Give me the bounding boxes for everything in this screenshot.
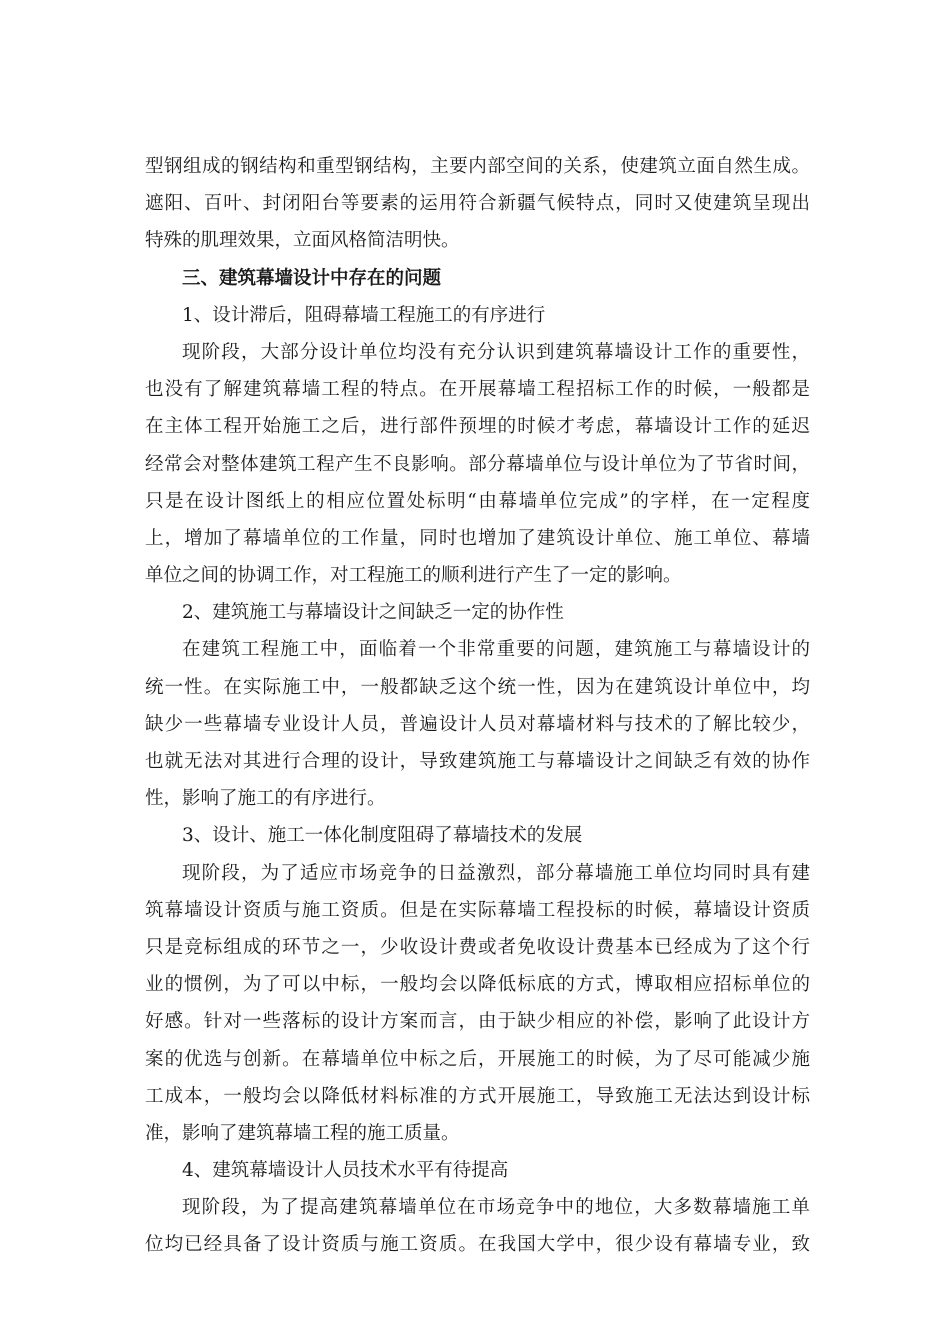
section-heading: 三、建筑幕墙设计中存在的问题 <box>182 267 442 289</box>
paragraph-first-line: 在建筑工程施工中，面临着一个非常重要的问题，建筑施工与幕墙设计的 <box>182 639 810 661</box>
text-line: 性，影响了施工的有序进行。 <box>145 788 386 810</box>
text-line: 缺少一些幕墙专业设计人员，普遍设计人员对幕墙材料与技术的了解比较少， <box>145 713 810 735</box>
text-line: 也就无法对其进行合理的设计，导致建筑施工与幕墙设计之间缺乏有效的协作 <box>145 751 810 772</box>
subsection-heading: 2、建筑施工与幕墙设计之间缺乏一定的协作性 <box>182 602 564 624</box>
paragraph-first-line: 现阶段，为了提高建筑幕墙单位在市场竞争中的地位，大多数幕墙施工单 <box>182 1197 810 1219</box>
paragraph-first-line: 现阶段，为了适应市场竞争的日益激烈，部分幕墙施工单位均同时具有建 <box>182 862 810 884</box>
text-line: 型钢组成的钢结构和重型钢结构，主要内部空间的关系，使建筑立面自然生成。 <box>145 156 810 177</box>
subsection-heading: 1、设计滞后，阻碍幕墙工程施工的有序进行 <box>182 304 546 326</box>
paragraph-first-line: 现阶段，大部分设计单位均没有充分认识到建筑幕墙设计工作的重要性， <box>182 341 810 363</box>
text-line: 位均已经具备了设计资质与施工资质。在我国大学中，很少设有幕墙专业，致 <box>145 1234 810 1256</box>
text-line: 业的惯例，为了可以中标，一般均会以降低标底的方式，博取相应招标单位的 <box>145 974 810 996</box>
text-line: 筑幕墙设计资质与施工资质。但是在实际幕墙工程投标的时候，幕墙设计资质 <box>145 899 810 921</box>
text-line: 遮阳、百叶、封闭阳台等要素的运用符合新疆气候特点，同时又使建筑呈现出 <box>145 193 810 215</box>
text-line: 单位之间的协调工作，对工程施工的顺利进行产生了一定的影响。 <box>145 565 682 587</box>
text-line: 在主体工程开始施工之后，进行部件预埋的时候才考虑，幕墙设计工作的延迟 <box>145 416 810 438</box>
subsection-heading: 3、设计、施工一体化制度阻碍了幕墙技术的发展 <box>182 825 583 847</box>
text-line: 也没有了解建筑幕墙工程的特点。在开展幕墙工程招标工作的时候，一般都是 <box>145 379 810 401</box>
text-line: 只是在设计图纸上的相应位置处标明“由幕墙单位完成”的字样，在一定程度 <box>145 490 810 512</box>
text-line: 经常会对整体建筑工程产生不良影响。部分幕墙单位与设计单位为了节省时间， <box>145 453 810 475</box>
document-page <box>145 148 810 1264</box>
text-line: 上，增加了幕墙单位的工作量，同时也增加了建筑设计单位、施工单位、幕墙 <box>145 527 810 549</box>
text-line: 案的优选与创新。在幕墙单位中标之后，开展施工的时候，为了尽可能减少施 <box>145 1048 810 1070</box>
text-line: 好感。针对一些落标的设计方案而言，由于缺少相应的补偿，影响了此设计方 <box>145 1011 810 1033</box>
text-line: 特殊的肌理效果，立面风格简洁明快。 <box>145 230 460 252</box>
text-line: 只是竞标组成的环节之一，少收设计费或者免收设计费基本已经成为了这个行 <box>145 936 810 958</box>
text-line: 准，影响了建筑幕墙工程的施工质量。 <box>145 1122 460 1144</box>
subsection-heading: 4、建筑幕墙设计人员技术水平有待提高 <box>182 1160 509 1182</box>
text-line: 统一性。在实际施工中，一般都缺乏这个统一性，因为在建筑设计单位中，均 <box>145 676 810 698</box>
text-line: 工成本，一般均会以降低材料标准的方式开展施工，导致施工无法达到设计标 <box>145 1085 810 1107</box>
